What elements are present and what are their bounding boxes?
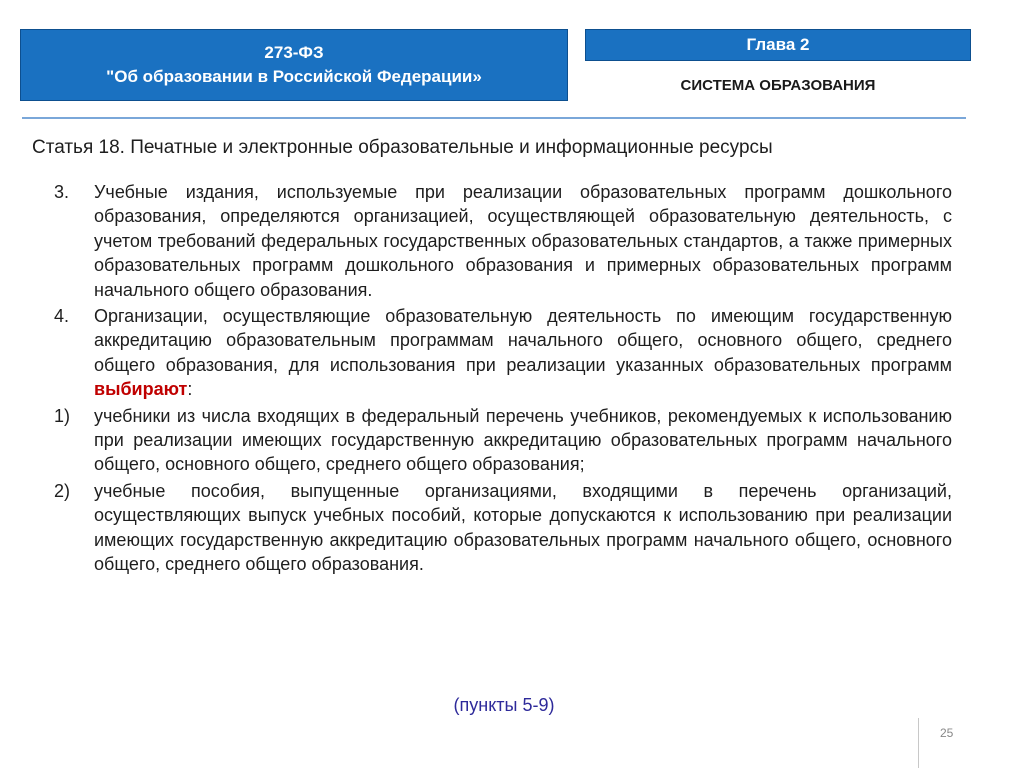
paragraph-3-number: 3.: [54, 182, 70, 202]
highlight-word: выбирают: [94, 379, 188, 400]
article-content: [54, 180, 952, 577]
list-item: [54, 479, 952, 577]
paragraph-4-text: Организации, осуществляющие образовательную деятельность по имеющим государственную аккредитацию образовательным программам начального общего, основного общего, среднего общего образования, для использования при реализации указанных образовательных программ: [94, 306, 952, 375]
list-item-number: 1): [54, 405, 71, 426]
law-title-box: [20, 29, 568, 101]
law-name: "Об образовании в Российской Федерации»: [106, 67, 482, 86]
list-item-text: учебные пособия, выпущенные организациями, входящими в перечень организаций, осуществляющих выпуск учебных пособий, которые допускаются к использованию при реализации имеющих государственную аккредитацию образовательных программ начального общего, основного общего, среднего общего образования.: [94, 480, 952, 575]
points-note-text: (пункты 5-9): [453, 695, 555, 715]
list-item: [54, 404, 952, 477]
paragraph-3: [54, 180, 952, 302]
footer-divider: [918, 718, 919, 768]
chapter-subtitle: СИСТЕМА ОБРАЗОВАНИЯ: [680, 77, 876, 94]
paragraph-3-text: Учебные издания, используемые при реализации образовательных программ дошкольного образования, определяются организацией, осуществляющей образовательную деятельность, с учетом требований федеральных государственных образовательных стандартов, а также примерных образовательных программ дошкольного образования и примерных образовательных программ начального общего образования.: [94, 182, 952, 300]
points-note: [0, 695, 1024, 716]
list-item-number: 2): [54, 480, 71, 501]
paragraph-4-colon: :: [187, 379, 193, 400]
header-divider: [22, 117, 966, 119]
page-number: 25: [940, 726, 954, 740]
paragraph-4-number: 4.: [54, 306, 70, 327]
list-item-text: учебники из числа входящих в федеральный перечень учебников, рекомендуемых к использованию при реализации имеющих государственную аккредитацию образовательных программ начального общего, основного общего, среднего общего образования;: [94, 405, 952, 475]
paragraph-4: [54, 304, 952, 402]
article-title: Статья 18. Печатные и электронные образовательные и информационные ресурсы: [32, 137, 773, 158]
chapter-box: [585, 29, 971, 61]
chapter-label: Глава 2: [746, 35, 810, 54]
law-number: 273-ФЗ: [264, 43, 324, 62]
